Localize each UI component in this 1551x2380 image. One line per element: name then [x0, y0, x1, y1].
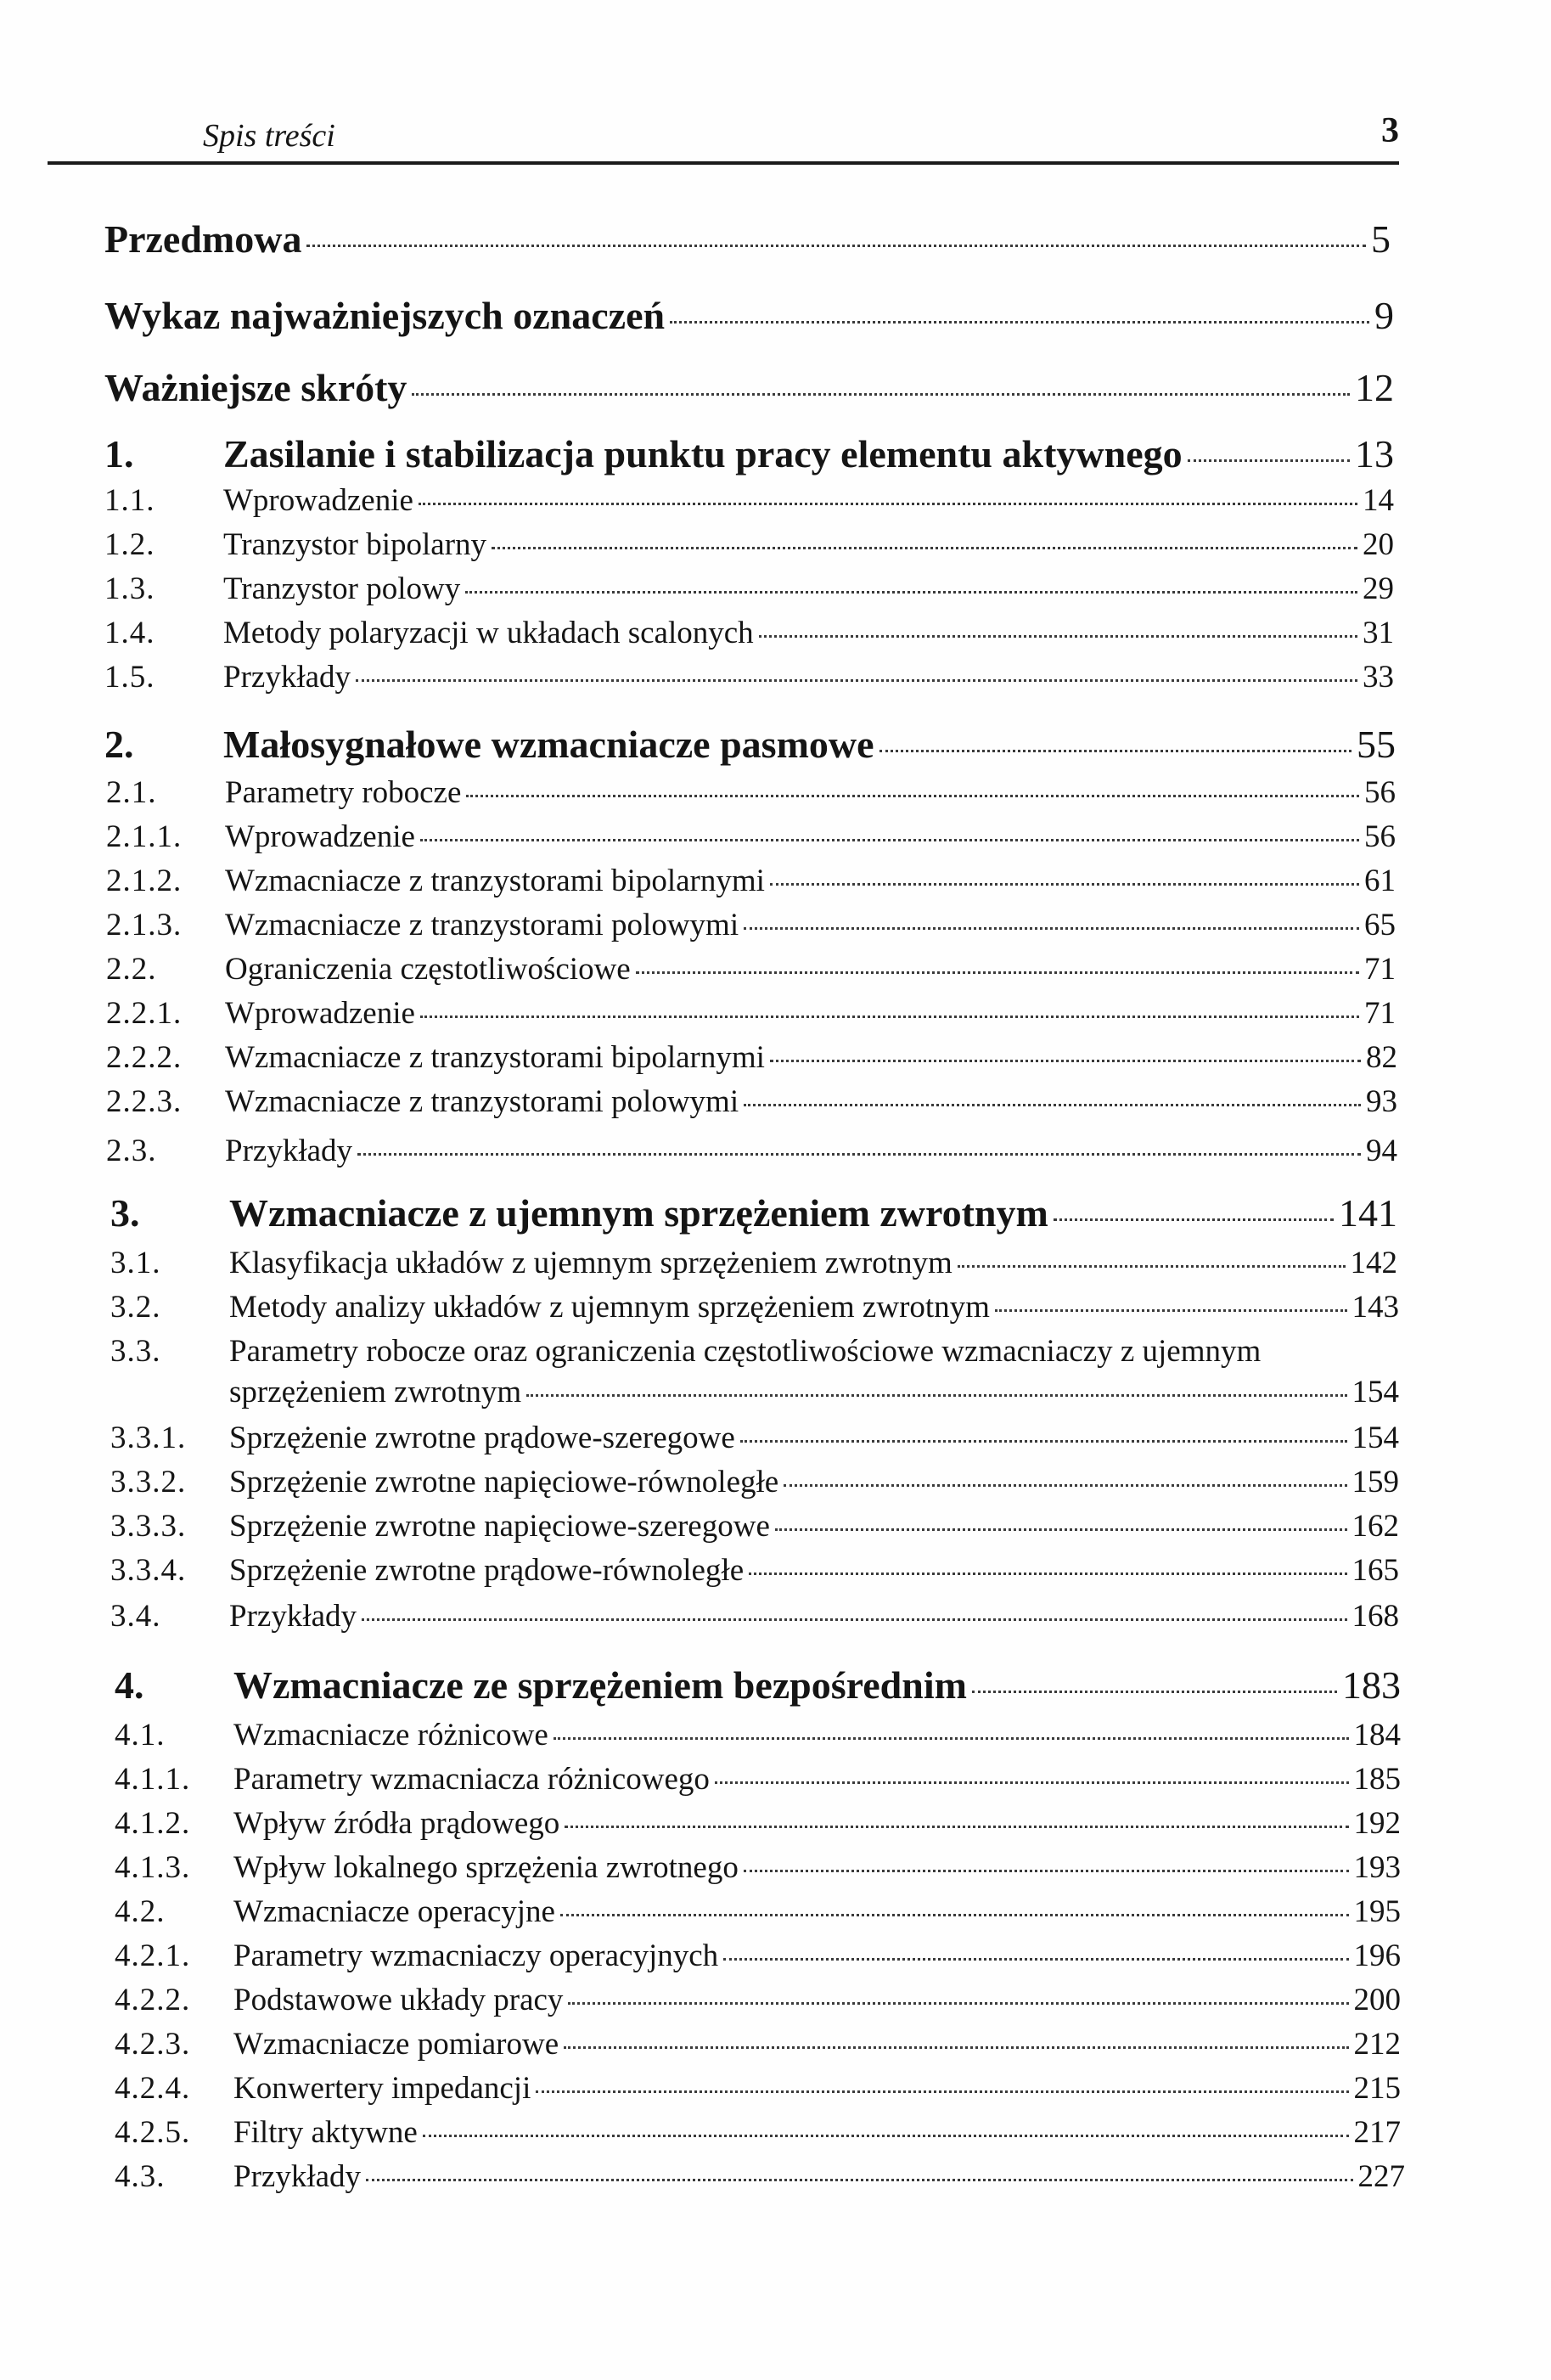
- toc-section[interactable]: [110, 1508, 1399, 1544]
- dot-leader: [636, 971, 1359, 974]
- section-page: 185: [1353, 1762, 1401, 1797]
- section-number: 3.3.4.: [110, 1553, 187, 1588]
- toc-section[interactable]: [115, 1849, 1401, 1886]
- section-number: 2.2.3.: [106, 1084, 183, 1119]
- chapter-page: 55: [1357, 723, 1396, 766]
- section-title: Metody analizy układów z ujemnym sprzężeniem zwrotnym: [229, 1290, 990, 1325]
- dot-leader: [770, 1060, 1361, 1062]
- chapter-number: 3.: [110, 1191, 140, 1235]
- section-page: 82: [1366, 1040, 1397, 1075]
- section-page: 154: [1352, 1375, 1399, 1409]
- dot-leader: [568, 2002, 1348, 2005]
- section-number: 4.1.2.: [115, 1806, 191, 1841]
- section-number: 2.2.1.: [106, 996, 183, 1031]
- section-page: 227: [1357, 2159, 1405, 2194]
- dot-leader: [770, 883, 1359, 886]
- section-title: Wzmacniacze z tranzystorami polowymi: [225, 1084, 739, 1119]
- chapter-number: 2.: [104, 723, 134, 766]
- toc-section[interactable]: [115, 1717, 1401, 1753]
- section-number: 4.1.1.: [115, 1762, 191, 1797]
- section-title: Wzmacniacze z tranzystorami polowymi: [225, 908, 739, 942]
- dot-leader: [423, 2135, 1349, 2137]
- section-title: Przykłady: [233, 2159, 362, 2194]
- chapter-title: Zasilanie i stabilizacja punktu pracy elementu aktywnego: [223, 432, 1183, 475]
- section-title: Wzmacniacze z tranzystorami bipolarnymi: [225, 1040, 765, 1075]
- toc-section[interactable]: [110, 1420, 1399, 1456]
- section-number: 3.3.2.: [110, 1465, 187, 1499]
- running-title: Spis treści: [203, 118, 335, 154]
- section-page: 192: [1353, 1806, 1401, 1841]
- toc-section[interactable]: [106, 1083, 1397, 1120]
- section-page: 200: [1353, 1983, 1401, 2017]
- dot-leader: [740, 1440, 1347, 1443]
- section-number: 4.2.5.: [115, 2115, 191, 2150]
- toc-chapter-1[interactable]: [104, 431, 1394, 476]
- section-number: 3.1.: [110, 1246, 161, 1280]
- section-page: 56: [1364, 775, 1396, 810]
- toc-section[interactable]: [115, 2114, 1401, 2151]
- section-title: Wprowadzenie: [225, 996, 415, 1031]
- chapter-title: Wzmacniacze ze sprzężeniem bezpośrednim: [233, 1663, 967, 1707]
- entry-title: Przedmowa: [104, 217, 302, 261]
- toc-section[interactable]: [104, 526, 1394, 563]
- entry-page: 12: [1355, 366, 1394, 409]
- dot-leader: [744, 927, 1359, 930]
- section-title: Wzmacniacze pomiarowe: [233, 2027, 559, 2062]
- dot-leader: [420, 1016, 1359, 1018]
- dot-leader: [715, 1781, 1349, 1784]
- toc-section[interactable]: [106, 907, 1396, 943]
- section-number: 3.3.3.: [110, 1509, 187, 1544]
- section-page: 196: [1353, 1938, 1401, 1973]
- toc-section[interactable]: [106, 995, 1396, 1032]
- section-page: 14: [1363, 483, 1394, 518]
- dot-leader: [526, 1394, 1346, 1397]
- dot-leader: [420, 839, 1359, 841]
- section-page: 61: [1364, 864, 1396, 898]
- section-page: 154: [1352, 1421, 1399, 1455]
- section-number: 1.4.: [104, 616, 155, 650]
- toc-section[interactable]: [106, 1133, 1397, 1169]
- section-number: 4.1.3.: [115, 1850, 191, 1885]
- section-page: 165: [1352, 1553, 1399, 1588]
- section-number: 4.2.: [115, 1894, 166, 1929]
- toc-section[interactable]: [104, 659, 1394, 695]
- dot-leader: [465, 591, 1357, 594]
- section-title: Wpływ lokalnego sprzężenia zwrotnego: [233, 1850, 739, 1885]
- section-number: 4.3.: [115, 2159, 166, 2194]
- toc-section[interactable]: [106, 951, 1396, 987]
- toc-entry-przedmowa[interactable]: [104, 217, 1391, 262]
- toc-section[interactable]: [110, 1598, 1399, 1634]
- dot-leader: [759, 635, 1357, 638]
- dot-leader: [564, 2046, 1348, 2049]
- section-page: 31: [1363, 616, 1394, 650]
- entry-page: 9: [1374, 294, 1394, 337]
- toc-section-multiline[interactable]: [110, 1333, 1409, 1370]
- section-title: Tranzystor polowy: [223, 571, 461, 606]
- toc-entry-skroty[interactable]: [104, 365, 1394, 410]
- dot-leader: [749, 1573, 1346, 1575]
- section-page: 29: [1363, 571, 1394, 606]
- toc-chapter-4[interactable]: [115, 1663, 1401, 1708]
- section-number: 3.4.: [110, 1599, 161, 1634]
- dot-leader: [560, 1914, 1349, 1916]
- section-number: 2.1.2.: [106, 864, 183, 898]
- section-number: 2.3.: [106, 1134, 157, 1168]
- dot-leader: [554, 1737, 1349, 1740]
- section-number: 2.2.2.: [106, 1040, 183, 1075]
- section-page: 93: [1366, 1084, 1397, 1119]
- section-number: 1.2.: [104, 527, 155, 562]
- section-title: Wprowadzenie: [223, 483, 413, 518]
- dot-leader: [972, 1691, 1337, 1693]
- dot-leader: [879, 750, 1352, 752]
- section-title: Metody polaryzacji w układach scalonych: [223, 616, 754, 650]
- section-number: 3.2.: [110, 1290, 161, 1325]
- section-title: Przykłady: [225, 1134, 353, 1168]
- dot-leader: [784, 1484, 1346, 1487]
- section-number: 2.1.3.: [106, 908, 183, 942]
- section-page: 33: [1363, 660, 1394, 695]
- section-number: 4.2.1.: [115, 1938, 191, 1973]
- section-title: Tranzystor bipolarny: [223, 527, 487, 562]
- section-title: Wzmacniacze z tranzystorami bipolarnymi: [225, 864, 765, 898]
- section-page: 56: [1364, 819, 1396, 854]
- section-title: Wzmacniacze operacyjne: [233, 1894, 555, 1929]
- chapter-number: 4.: [115, 1663, 144, 1707]
- toc-entry-wykaz-oznaczen[interactable]: [104, 293, 1394, 338]
- toc-chapter-3[interactable]: [110, 1190, 1397, 1235]
- dot-leader: [1188, 459, 1350, 462]
- dot-leader: [362, 1618, 1346, 1621]
- section-page: 71: [1364, 996, 1396, 1031]
- section-number: 4.2.2.: [115, 1983, 191, 2017]
- dot-leader: [536, 2090, 1348, 2093]
- toc-section[interactable]: [115, 1982, 1401, 2018]
- toc-section[interactable]: [115, 2158, 1405, 2195]
- section-title: Sprzężenie zwrotne prądowe-równoległe: [229, 1553, 745, 1588]
- section-page: 65: [1364, 908, 1396, 942]
- dot-leader: [306, 245, 1366, 247]
- section-page: 94: [1366, 1134, 1397, 1168]
- section-title: Przykłady: [223, 660, 351, 695]
- section-title: Wprowadzenie: [225, 819, 415, 854]
- dot-leader: [466, 795, 1359, 797]
- section-number: 1.3.: [104, 571, 155, 606]
- section-title: Wzmacniacze różnicowe: [233, 1718, 548, 1753]
- section-title: Ograniczenia częstotliwościowe: [225, 952, 631, 987]
- dot-leader: [723, 1958, 1348, 1961]
- dot-leader: [670, 321, 1369, 324]
- section-title: Klasyfikacja układów z ujemnym sprzężeniem zwrotnym: [229, 1246, 953, 1280]
- section-number: 3.3.1.: [110, 1421, 187, 1455]
- section-page: 20: [1363, 527, 1394, 562]
- entry-title: Ważniejsze skróty: [104, 366, 407, 409]
- toc-section[interactable]: [115, 2026, 1401, 2062]
- section-title-continuation: sprzężeniem zwrotnym: [229, 1375, 522, 1409]
- section-page: 162: [1352, 1509, 1399, 1544]
- section-title: Parametry wzmacniaczy operacyjnych: [233, 1938, 719, 1973]
- section-title: Filtry aktywne: [233, 2115, 418, 2150]
- chapter-page: 141: [1339, 1191, 1397, 1235]
- section-title: Konwertery impedancji: [233, 2071, 531, 2106]
- section-title: Parametry wzmacniacza różnicowego: [233, 1762, 710, 1797]
- entry-page: 5: [1371, 217, 1391, 261]
- section-number: 2.2.: [106, 952, 157, 987]
- dot-leader: [356, 679, 1357, 682]
- section-number: 3.3.: [110, 1334, 161, 1369]
- section-page: 159: [1352, 1465, 1399, 1499]
- section-page: 193: [1353, 1850, 1401, 1885]
- chapter-number: 1.: [104, 432, 134, 475]
- dot-leader: [366, 2179, 1352, 2181]
- entry-title: Wykaz najważniejszych oznaczeń: [104, 294, 666, 337]
- dot-leader: [958, 1265, 1346, 1268]
- dot-leader: [744, 1870, 1349, 1872]
- toc-section[interactable]: [104, 571, 1394, 607]
- toc-section[interactable]: [110, 1289, 1399, 1325]
- section-number: 2.1.1.: [106, 819, 183, 854]
- chapter-title: Wzmacniacze z ujemnym sprzężeniem zwrotnym: [229, 1191, 1048, 1235]
- section-page: 71: [1364, 952, 1396, 987]
- dot-leader: [492, 547, 1357, 549]
- section-page: 215: [1353, 2071, 1401, 2106]
- toc-section[interactable]: [106, 774, 1396, 811]
- chapter-title: Małosygnałowe wzmacniacze pasmowe: [223, 723, 874, 766]
- dot-leader: [775, 1528, 1347, 1531]
- section-page: 217: [1353, 2115, 1401, 2150]
- page-number: 3: [1381, 111, 1399, 150]
- dot-leader: [995, 1309, 1347, 1312]
- section-number: 4.2.4.: [115, 2071, 191, 2106]
- dot-leader: [412, 393, 1350, 396]
- toc-section-continuation[interactable]: [229, 1374, 1399, 1410]
- section-title: Parametry robocze: [225, 775, 462, 810]
- dot-leader: [419, 503, 1357, 505]
- section-title: Sprzężenie zwrotne napięciowe-szeregowe: [229, 1509, 770, 1544]
- toc-section[interactable]: [106, 863, 1396, 899]
- toc-section[interactable]: [115, 1938, 1401, 1974]
- toc-section[interactable]: [104, 482, 1394, 519]
- section-title: Parametry robocze oraz ograniczenia częstotliwościowe wzmacniaczy z ujemnym: [229, 1334, 1262, 1369]
- section-page: 143: [1352, 1290, 1399, 1325]
- chapter-page: 13: [1355, 432, 1394, 475]
- toc-section[interactable]: [115, 2070, 1401, 2107]
- section-number: 4.2.3.: [115, 2027, 191, 2062]
- toc-section[interactable]: [110, 1464, 1399, 1500]
- section-page: 195: [1353, 1894, 1401, 1929]
- section-page: 142: [1350, 1246, 1397, 1280]
- dot-leader: [565, 1826, 1348, 1828]
- toc-section[interactable]: [110, 1245, 1397, 1281]
- section-page: 212: [1353, 2027, 1401, 2062]
- toc-section[interactable]: [115, 1761, 1401, 1798]
- dot-leader: [744, 1104, 1361, 1106]
- section-number: 4.1.: [115, 1718, 166, 1753]
- section-number: 1.1.: [104, 483, 155, 518]
- toc-section[interactable]: [104, 615, 1394, 651]
- section-number: 2.1.: [106, 775, 157, 810]
- section-title: Sprzężenie zwrotne prądowe-szeregowe: [229, 1421, 735, 1455]
- section-title: Przykłady: [229, 1599, 357, 1634]
- section-title: Wpływ źródła prądowego: [233, 1806, 560, 1841]
- toc-section[interactable]: [115, 1805, 1401, 1842]
- toc-section[interactable]: [106, 819, 1396, 855]
- toc-section[interactable]: [115, 1893, 1401, 1930]
- dot-leader: [1054, 1218, 1334, 1221]
- section-page: 184: [1353, 1718, 1401, 1753]
- dot-leader: [357, 1153, 1361, 1156]
- toc-chapter-2[interactable]: [104, 722, 1396, 767]
- chapter-page: 183: [1342, 1663, 1401, 1707]
- section-title: Podstawowe układy pracy: [233, 1983, 564, 2017]
- section-page: 168: [1352, 1599, 1399, 1634]
- toc-section[interactable]: [106, 1039, 1397, 1076]
- section-number: 1.5.: [104, 660, 155, 695]
- toc-section[interactable]: [110, 1552, 1399, 1589]
- section-title: Sprzężenie zwrotne napięciowe-równoległe: [229, 1465, 779, 1499]
